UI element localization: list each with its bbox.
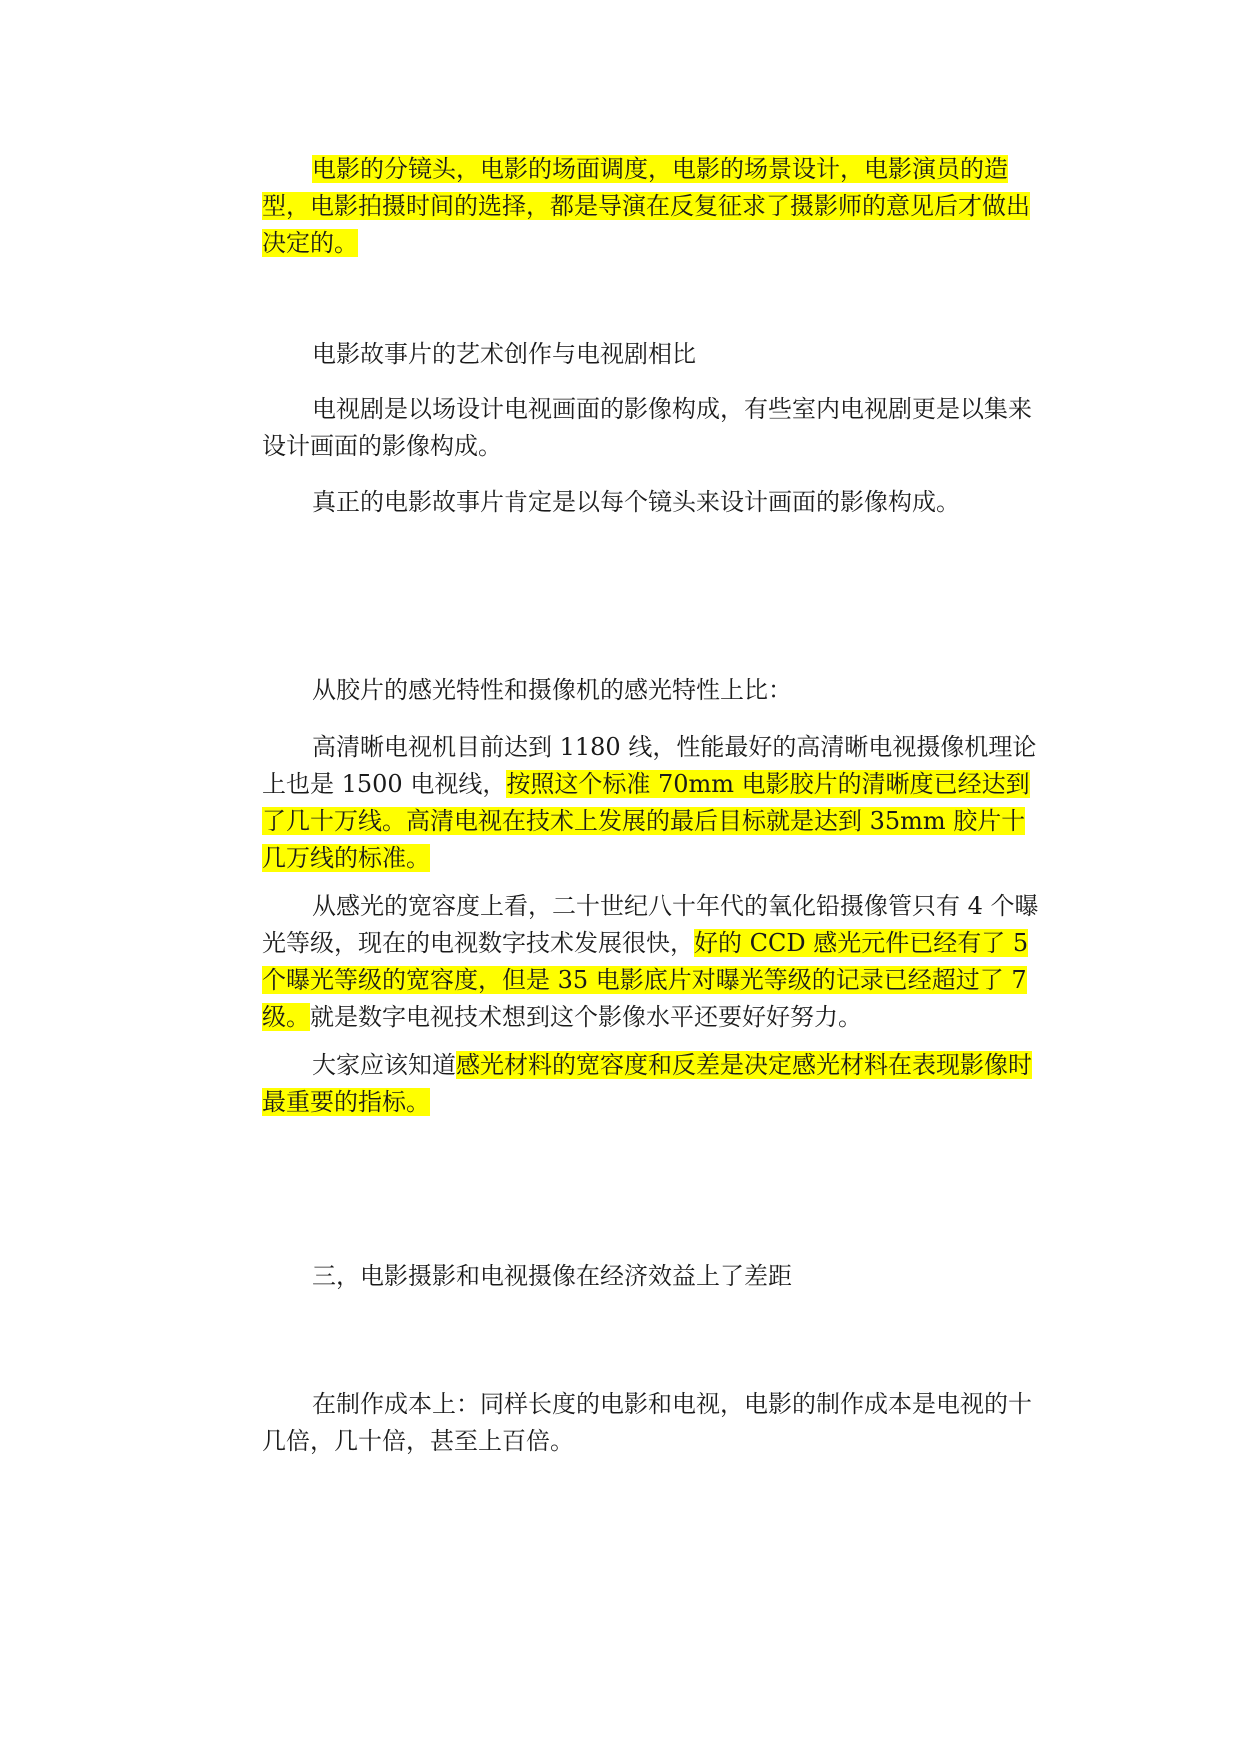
paragraph-latitude xyxy=(262,888,1048,1036)
highlighted-text: 感光材料的宽容度和反差是决定感光材料在表现影像时最重要的指标。 xyxy=(262,1051,1032,1116)
paragraph-section-three xyxy=(262,1258,1048,1295)
paragraph-hd-resolution xyxy=(262,729,1048,877)
paragraph-key-indicators xyxy=(262,1047,1048,1121)
text-run: 从胶片的感光特性和摄像机的感光特性上比： xyxy=(312,676,792,704)
text-run: 在制作成本上：同样长度的电影和电视，电影的制作成本是电视的十几倍，几十倍，甚至上百倍。 xyxy=(262,1390,1032,1455)
paragraph-film-shots xyxy=(262,484,1048,521)
text-run: 真正的电影故事片肯定是以每个镜头来设计画面的影像构成。 xyxy=(312,488,960,516)
text-run: 大家应该知道 xyxy=(312,1051,456,1079)
highlighted-text: 电影的分镜头，电影的场面调度，电影的场景设计，电影演员的造型，电影拍摄时间的选择，都是导演在反复征求了摄影师的意见后才做出决定的。 xyxy=(262,155,1030,257)
paragraph-sensitivity-heading xyxy=(262,672,1048,709)
paragraph-heading-comparison xyxy=(262,336,1048,373)
text-run: 三，电影摄影和电视摄像在经济效益上了差距 xyxy=(312,1262,792,1290)
paragraph-tv-drama xyxy=(262,391,1048,465)
text-run: 就是数字电视技术想到这个影像水平还要好好努力。 xyxy=(310,1003,862,1031)
paragraph-storyboard xyxy=(262,151,1048,262)
text-run: 高清晰电视机目前达到 1180 线，性能最好的高清晰电视摄像机理论上也是 1500 电视线， xyxy=(262,733,1037,798)
text-run: 电视剧是以场设计电视画面的影像构成，有些室内电视剧更是以集来设计画面的影像构成。 xyxy=(262,395,1032,460)
highlighted-text: 按照这个标准 70mm 电影胶片的清晰度已经达到了几十万线。高清电视在技术上发展的最后目标就是达到 35mm 胶片十几万线的标准。 xyxy=(262,770,1030,872)
paragraph-production-cost xyxy=(262,1386,1048,1460)
text-run: 从感光的宽容度上看，二十世纪八十年代的氧化铅摄像管只有 4 个曝光等级，现在的电视数字技术发展很快， xyxy=(262,892,1039,957)
highlighted-text: 好的 CCD 感光元件已经有了 5 个曝光等级的宽容度，但是 35 电影底片对曝光等级的记录已经超过了 7 级。 xyxy=(262,929,1029,1031)
text-run: 电影故事片的艺术创作与电视剧相比 xyxy=(312,340,696,368)
